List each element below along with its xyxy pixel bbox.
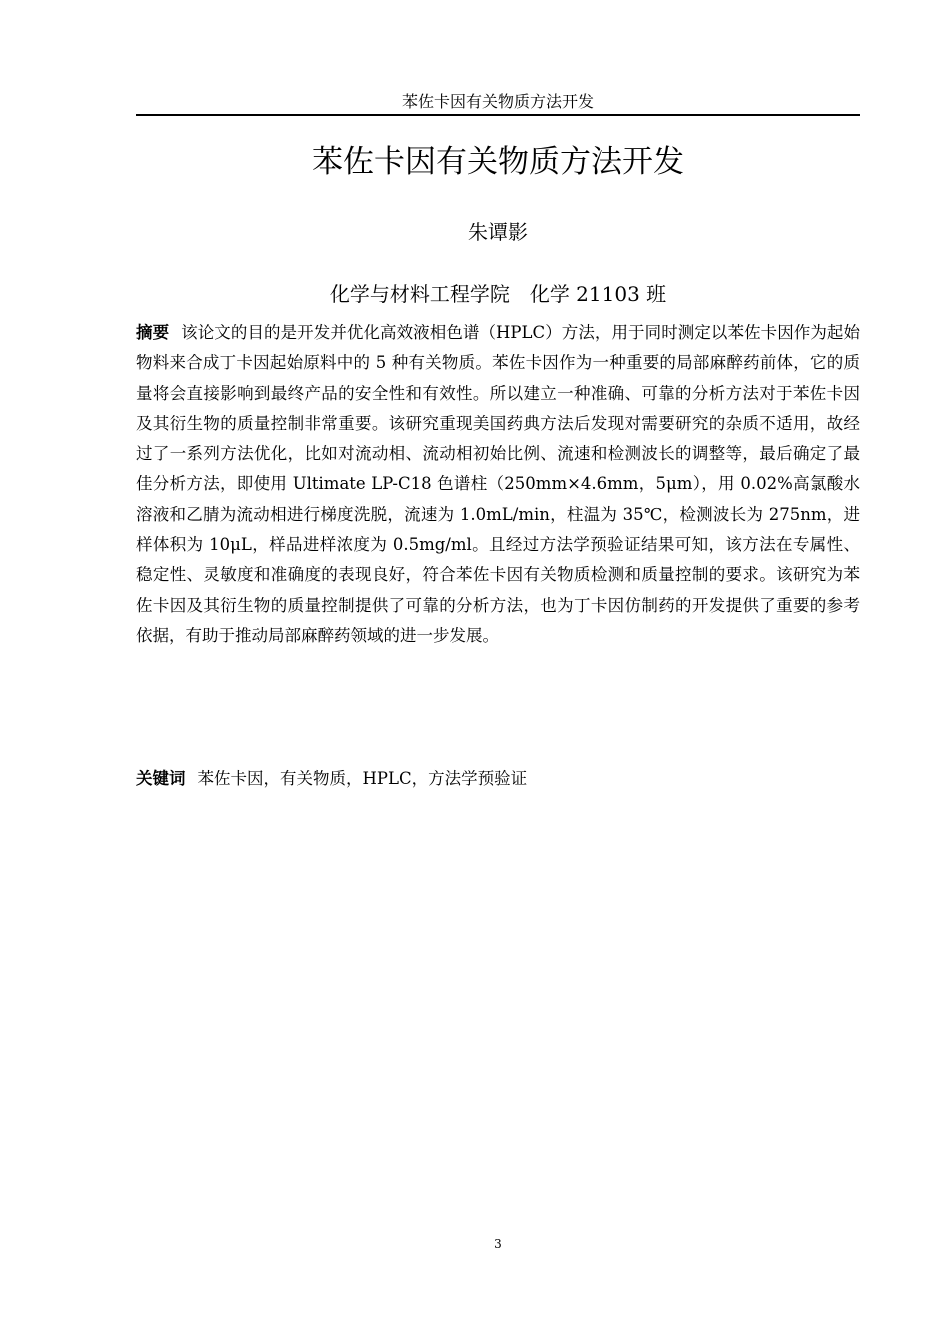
paper-title: 苯佐卡因有关物质方法开发 — [312, 144, 684, 180]
author-name: 朱谭影 — [468, 220, 528, 244]
abstract-label: 摘要 — [136, 323, 170, 342]
keywords-paragraph — [136, 766, 860, 792]
author-affiliation: 化学与材料工程学院 化学 21103 班 — [329, 282, 667, 306]
page-number: 3 — [494, 1237, 502, 1251]
abstract-text: 该论文的目的是开发并优化高效液相色谱（HPLC）方法，用于同时测定以苯佐卡因作为起始物料来合成丁卡因起始原料中的 5 种有关物质。苯佐卡因作为一种重要的局部麻醉药前体，它的质量将会直接影响到最终产品的安全性和有效性。所以建立一种准确、可靠的分析方法对于苯佐卡因及其衍生物的质量控制非常重要。该研究重现美国药典方法后发现对需要研究的杂质不适用，故经过了一系列方法优化，比如对流动相、流动相初始比例、流速和检测波长的调整等，最后确定了最佳分析方法，即使用 Ultimate LP-C18 色谱柱（250mm×4.6mm，5μm），用 0.02%高氯酸水溶液和乙腈为流动相进行梯度洗脱，流速为 1.0mL/min，柱温为 35℃，检测波长为 275nm，进样体积为 10μL，样品进样浓度为 0.5mg/ml。且经过方法学预验证结果可知，该方法在专属性、稳定性、灵敏度和准确度的表现良好，符合苯佐卡因有关物质检测和质量控制的要求。该研究为苯佐卡因及其衍生物的质量控制提供了可靠的分析方法，也为丁卡因仿制药的开发提供了重要的参考依据，有助于推动局部麻醉药领域的进一步发展。 — [136, 323, 861, 645]
keywords-label: 关键词 — [136, 769, 186, 788]
keywords-text: 苯佐卡因，有关物质，HPLC，方法学预验证 — [197, 769, 528, 788]
header-divider — [136, 114, 860, 116]
running-header: 苯佐卡因有关物质方法开发 — [401, 92, 594, 111]
abstract-paragraph — [136, 318, 860, 651]
